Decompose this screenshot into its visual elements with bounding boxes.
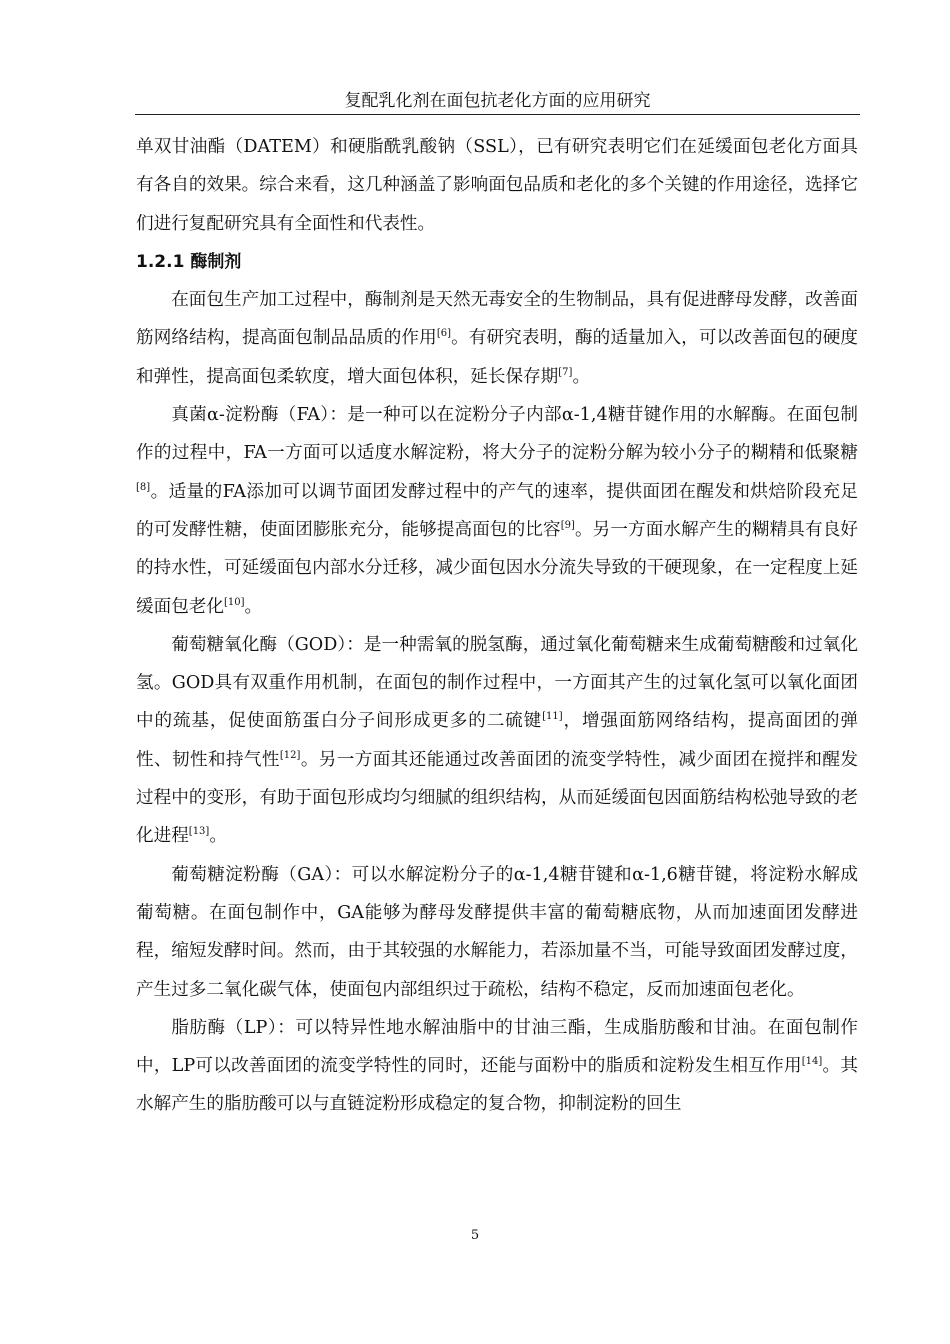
citation-ref: [8] [136,481,151,493]
citation-ref: [6] [436,328,451,340]
body-text [136,128,858,1124]
paragraph-lp: 脂肪酶（LP）：可以特异性地水解油脂中的甘油三酯，生成脂肪酸和甘油。在面包制作中，LP可以改善面团的流变学特性的同时，还能与面粉中的脂质和淀粉发生相互作用[14]。其水解产生的脂肪酸可以与直链淀粉形成稳定的复合物，抑制淀粉的回生 [136,1017,858,1115]
citation-ref: [10] [223,596,245,608]
paragraph-fa: 真菌α-淀粉酶（FA）：是一种可以在淀粉分子内部α-1,4糖苷键作用的水解酶。在面包制作的过程中，FA一方面可以适度水解淀粉，将大分子的淀粉分解为较小分子的糊精和低聚糖[8]。适量的FA添加可以调节面团发酵过程中的产气的速率，提供面团在醒发和烘焙阶段充足的可发酵性糖，使面团膨胀充分，能够提高面包的比容[9]。另一方面水解产生的糊精具有良好的持水性，可延缓面包内部水分迁移，减少面包因水分流失导致的干硬现象，在一定程度上延缓面包老化[10]。 [136,405,858,617]
paragraph-god: 葡萄糖氧化酶（GOD）：是一种需氧的脱氢酶，通过氧化葡萄糖来生成葡萄糖酸和过氧化氢。GOD具有双重作用机制，在面包的制作过程中，一方面其产生的过氧化氢可以氧化面团中的巯基，促使面筋蛋白分子间形成更多的二硫键[11]，增强面筋网络结构，提高面团的弹性、韧性和持气性[12]。另一方面其还能通过改善面团的流变学特性，减少面团在搅拌和醒发过程中的变形，有助于面包形成均匀细腻的组织结构，从而延缓面包因面筋结构松弛导致的老化进程[13]。 [136,634,858,847]
running-header: 复配乳化剂在面包抗老化方面的应用研究 [135,90,860,115]
citation-ref: [9] [560,519,575,531]
paragraph-enzyme-overview: 在面包生产加工过程中，酶制剂是天然无毒安全的生物制品，具有促进酵母发酵，改善面筋网络结构，提高面包制品品质的作用[6]。有研究表明，酶的适量加入，可以改善面包的硬度和弹性，提高面包柔软度，增大面包体积，延长保存期[7]。 [136,290,858,387]
citation-ref: [11] [542,711,563,723]
citation-ref: [12] [279,749,301,761]
paragraph-ga: 葡萄糖淀粉酶（GA）：可以水解淀粉分子的α-1,4糖苷键和α-1,6糖苷键，将淀粉水解成葡萄糖。在面包制作中，GA能够为酵母发酵提供丰富的葡萄糖底物，从而加速面团发酵进程，缩短发酵时间。然而，由于其较强的水解能力，若添加量不当，可能导致面团发酵过度，产生过多二氧化碳气体，使面包内部组织过于疏松，结构不稳定，反而加速面包老化。 [136,864,858,1000]
citation-ref: [13] [188,826,210,838]
paragraph-intro-continuation: 单双甘油酯（DATEM）和硬脂酰乳酸钠（SSL），已有研究表明它们在延缓面包老化方面具有各自的效果。综合来看，这几种涵盖了影响面包品质和老化的多个关键的作用途径，选择它们进行复配研究具有全面性和代表性。 [136,137,858,234]
citation-ref: [7] [558,366,573,378]
section-heading: 1.2.1 酶制剂 [136,251,242,272]
citation-ref: [14] [801,1056,823,1068]
page-number: 5 [470,1228,480,1243]
